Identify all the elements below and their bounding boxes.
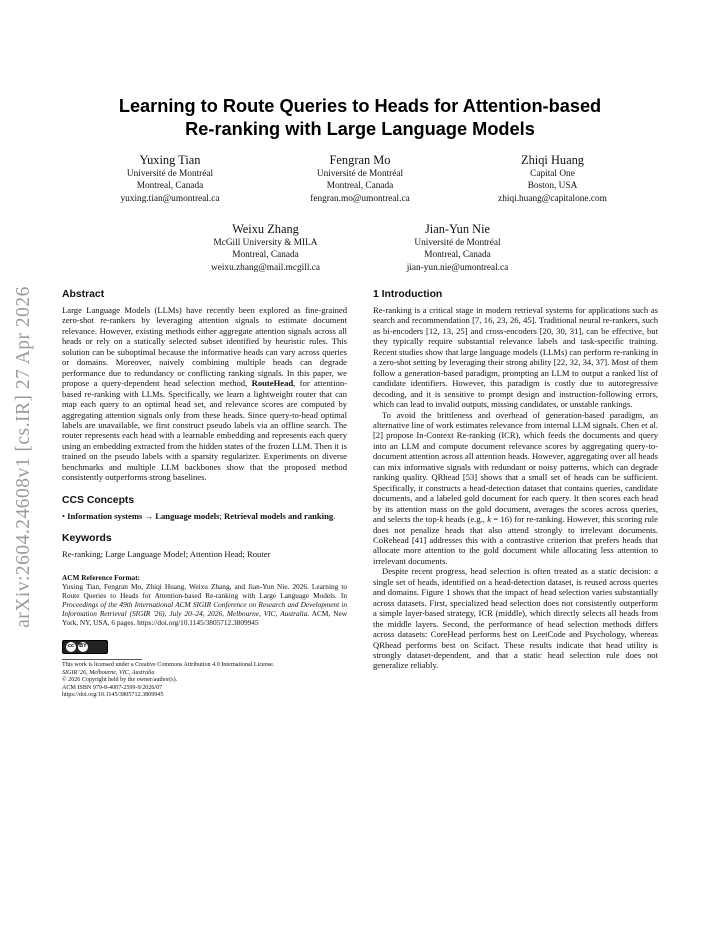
introduction-heading: 1 Introduction (373, 289, 443, 300)
author-name: Zhiqi Huang (521, 153, 584, 167)
acm-ref-text: Yuxing Tian, Fengran Mo, Zhiqi Huang, Weixu Zhang, and Jian-Yun Nie. 2026. Learning to Route Queries to Heads for Attention-based Re-ranking with Large Language Models. In Proceedings of the 49th International ACM SIGIR Conference on Research and Development in Information Retrieval (SIGIR '26), July 20–24, 2026, Melbourne, VIC, Australia. ACM, New York, NY, USA, 6 pages. https://doi.org/10.1145/3805712.3809945 (62, 581, 347, 628)
author-block (375, 222, 540, 274)
license-divider (62, 659, 142, 660)
license-copyright: © 2026 Copyright held by the owner/author(s). (62, 677, 178, 684)
author-email: jian-yun.nie@umontreal.ca (406, 262, 509, 273)
author-name: Yuxing Tian (139, 153, 201, 167)
keywords-heading: Keywords (62, 533, 112, 545)
acm-ref-heading: ACM Reference Format: (62, 572, 141, 582)
author-name: Weixu Zhang (232, 222, 299, 236)
author-email: yuxing.tian@umontreal.ca (120, 193, 220, 204)
author-block (90, 153, 250, 205)
paper-title (60, 95, 660, 141)
author-affiliation: Université de Montréal (316, 169, 404, 179)
author-location: Montreal, Canada (424, 250, 491, 261)
by-icon: BY (78, 642, 88, 652)
author-affiliation: McGill University & MILA (213, 238, 318, 248)
right-column (373, 289, 658, 671)
method-name: RouteHead (251, 378, 294, 389)
author-name: Fengran Mo (329, 153, 391, 167)
author-affiliation: Université de Montréal (414, 238, 501, 248)
ccs-heading: CCS Concepts (62, 494, 135, 506)
author-email: weixu.zhang@mail.mcgill.ca (211, 262, 320, 273)
author-location: Montreal, Canada (232, 250, 299, 261)
intro-paragraph-3: Despite recent progress, head selection is often treated as a static decision: a single set of heads, identified on a head-detection dataset, is reused across queries and domains. Figure 1 shows that the impact of head selection varies substantially across datasets. First, specialized head selection does not consistently outperform a simple layer-based strategy, ICR (middle), which directly selects all heads from the middle layers. Second, the performance of head selection methods differs across datasets: CoreHead performs best on LeetCode and Psychology, whereas QRhead performs best on Scifact. These results indicate that head utility is strongly dataset-dependent, and that a static head selection rule does not generalize reliably. (373, 566, 658, 671)
license-text: This work is licensed under a Creative Commons Attribution 4.0 International License. (62, 662, 275, 669)
license-block (62, 640, 347, 700)
title-line-2: Re-ranking with Large Language Models (185, 119, 535, 139)
author-block (183, 222, 348, 274)
title-line-1: Learning to Route Queries to Heads for Attention-based (118, 96, 602, 116)
author-affiliation: Capital One (530, 169, 575, 179)
author-block (280, 153, 440, 205)
abstract-text: Large Language Models (LLMs) have recently been explored as fine-grained zero-shot re-rankers by leveraging attention signals to estimate document relevance. However, existing methods either aggregate attention signals across all heads or rely on a statically selected subset identified by heuristic rules. This solution can be suboptimal because the informative heads can vary across queries or domains. Moreover, naively combining multiple heads can degrade performance due to redundancy or conflicting ranking signals. In this paper, we propose a query-dependent head selection method, RouteHead, for attention-based re-ranking with LLMs. Specifically, we learn a lightweight router that can map each query to an optimal head set, and relevance scores are computed by aggregating attention signals only from these heads. Since query-to-head optimal labels are unavailable, we first construct pseudo labels via an offline search. The router represents each head with a learnable embedding and represents each query using an embedding extracted from the hidden states of the frozen LLM. Then it is trained on the pseudo labels with a sparsity regularizer. Experiments on diverse benchmarks and multiple LLM backbones show that the proposed method consistently outperforms strong baselines. (62, 305, 347, 483)
cc-icon: cc (66, 642, 76, 652)
abstract-heading: Abstract (62, 289, 105, 300)
keywords-text: Re-ranking; Large Language Model; Attention Head; Router (62, 549, 271, 560)
acm-reference-format (62, 573, 347, 628)
license-venue: SIGIR '26, Melbourne, VIC, Australia (62, 669, 155, 676)
author-affiliation: Université de Montréal (126, 169, 214, 179)
ccs-text: • Information systems → Language models; Retrieval models and ranking. (62, 510, 336, 521)
cc-by-badge-icon[interactable] (62, 640, 108, 654)
author-location: Montreal, Canada (326, 181, 394, 192)
license-isbn: ACM ISBN 979-8-4007-2599-9/2026/07 (62, 684, 163, 691)
intro-paragraph-2: To avoid the brittleness and overhead of generation-based paradigm, an alternative line of work estimates relevance from internal LLM signals. Chen et al. [2] propose In-Context Re-ranking (ICR), which feeds the documents and query into an LLM and compute document relevance scores by aggregating query-to-document attention across all attention heads. However, aggregating over all heads can mix informative signals with redundant or noisy patterns, which can degrade ranking quality. QRhead [53] shows that a small set of heads can be sufficient. Specifically, it constructs a head-detection dataset that contains queries, candidate documents, and a labeled gold document for each query. It then scores each head by its attention mass on the gold document, averages the scores across queries, and selects the top-k heads (e.g., k = 16) for re-ranking. However, this scoring rule does not penalize heads that also attend strongly to irrelevant documents. CoRehead [41] addresses this with a contrastive criterion that prefers heads that allocate more attention to the gold document while allocating less attention to irrelevant documents. (373, 409, 658, 566)
license-doi-link[interactable]: https://doi.org/10.1145/3805712.3809945 (62, 692, 164, 699)
author-email: zhiqi.huang@capitalone.com (498, 193, 607, 204)
author-email: fengran.mo@umontreal.ca (310, 193, 410, 204)
arxiv-id-text: arXiv:2604.24608v1 [cs.IR] 27 Apr 2026 (13, 286, 34, 628)
author-name: Jian-Yun Nie (424, 222, 491, 236)
left-column (62, 289, 347, 700)
author-location: Montreal, Canada (136, 181, 204, 192)
intro-paragraph-1: Re-ranking is a critical stage in modern retrieval systems for applications such as search and recommendation [7, 16, 23, 26, 45]. Traditional neural re-rankers, such as bi-encoders [12, 13, 25] and cross-encoders [20, 30, 31], can be effective, but they typically require substantial relevance labels and task-specific training. Recent studies show that large language models (LLMs) can perform re-ranking in a zero-shot setting by leveraging their strong ability [22, 32, 34, 37]. Most of them follow a generation-based paradigm, prompting an LLM to output a ranked list of candidate identifiers. However, this paradigm is costly due to autoregressive decoding, and it is sensitive to prompt design and instruction-following errors, which can lead to invalid outputs, missing candidates, or unstable rankings. (373, 305, 658, 410)
arxiv-identifier (8, 262, 40, 652)
author-location: Boston, USA (527, 181, 578, 192)
author-block (470, 153, 635, 205)
